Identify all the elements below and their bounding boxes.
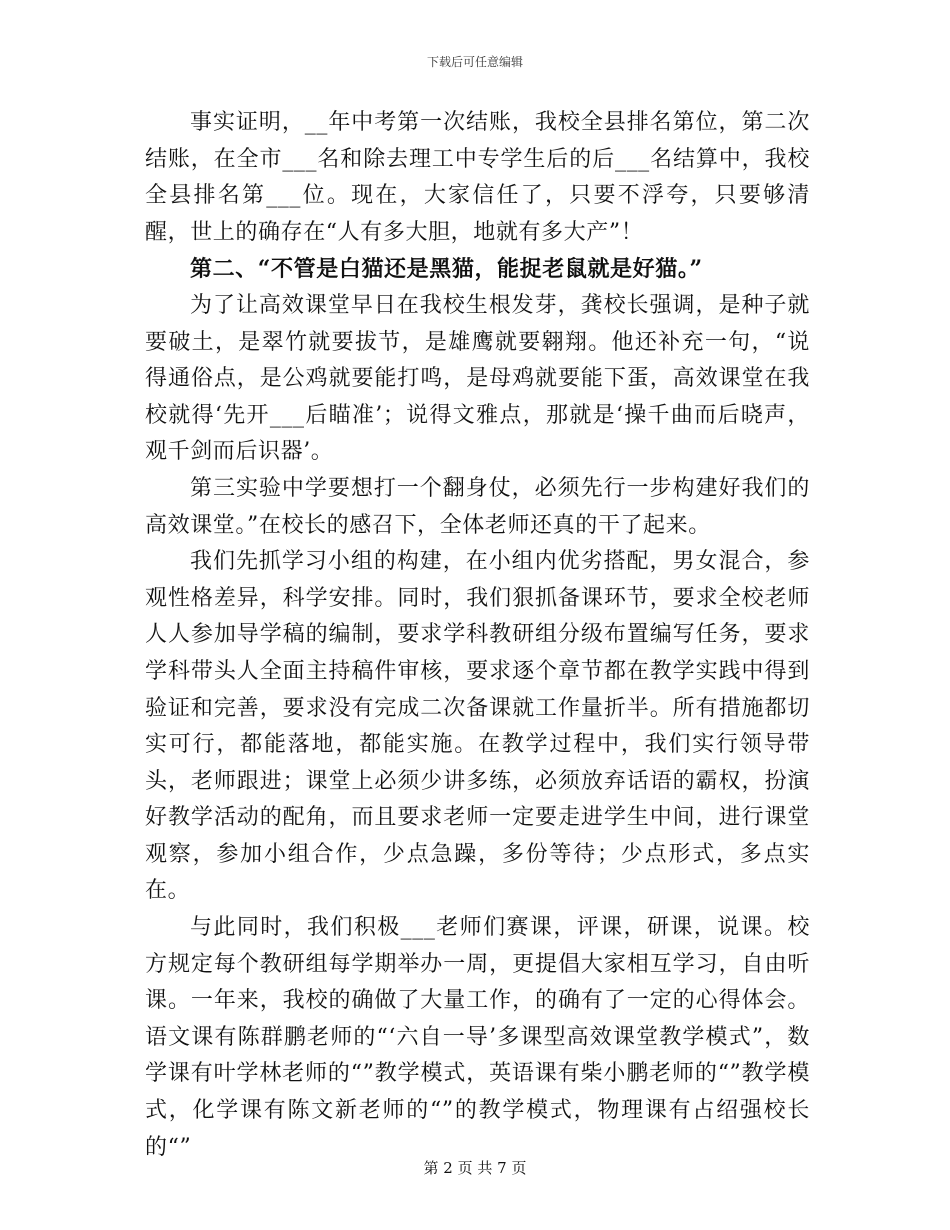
paragraph-exam-results: 事实证明，__年中考第一次结账，我校全县排名第位，第二次结账，在全市___名和除去理工中专学生后的后___名结算中，我校全县排名第___位。现在，大家信任了，只要不浮夸，只要够清醒，世上的确存在“人有多大胆，地就有多大产”！: [145, 110, 810, 245]
paragraph-third-school: 第三实验中学要想打一个翻身仗，必须先行一步构建好我们的高效课堂。”在校长的感召下，全体老师还真的干了起来。: [145, 475, 810, 538]
page-header-note: 下载后可任意编辑: [426, 55, 523, 69]
section-heading-two: 第二、“不管是白猫还是黑猫，能捉老鼠就是好猫。”: [190, 256, 703, 283]
paragraph-study-groups: 我们先抓学习小组的构建，在小组内优劣搭配，男女混合，参观性格差异，科学安排。同时，我们狠抓备课环节，要求全校老师人人参加导学稿的编制，要求学科教研组分级布置编写任务，要求学科带头人全面主持稿件审核，要求逐个章节都在教学实践中得到验证和完善，要求没有完成二次备课就工作量折半。所有措施都切实可行，都能落地，都能实施。在教学过程中，我们实行领导带头，老师跟进；课堂上必须少讲多练，必须放弃话语的霸权，扮演好教学活动的配角，而且要求老师一定要走进学生中间，进行课堂观察，参加小组合作，少点急躁，多份等待；少点形式，多点实在。: [145, 549, 810, 904]
paragraph-principal-emphasis: 为了让高效课堂早日在我校生根发芽，龚校长强调，是种子就要破土，是翠竹就要拔节，是雄鹰就要翱翔。他还补充一句，“说得通俗点，是公鸡就要能打鸣，是母鸡就要能下蛋，高效课堂在我校就得‘先开___后瞄准’；说得文雅点，那就是‘操千曲而后晓声，观千剑而后识器’。: [145, 292, 810, 465]
paragraph-teaching-contests: 与此同时，我们积极___老师们赛课，评课，研课，说课。校方规定每个教研组每学期举办一周，更提倡大家相互学习，自由听课。一年来，我校的确做了大量工作，的确有了一定的心得体会。语文课有陈群鹏老师的“‘六自一导’多课型高效课堂教学模式”，数学课有叶学林老师的“”教学模式，英语课有柴小鹏老师的“”教学模式，化学课有陈文新老师的“”的教学模式，物理课有占绍强校长的“”: [145, 915, 810, 1160]
page-number-footer: 第 2 页 共 7 页: [423, 1159, 527, 1177]
document-body: [145, 105, 810, 1166]
